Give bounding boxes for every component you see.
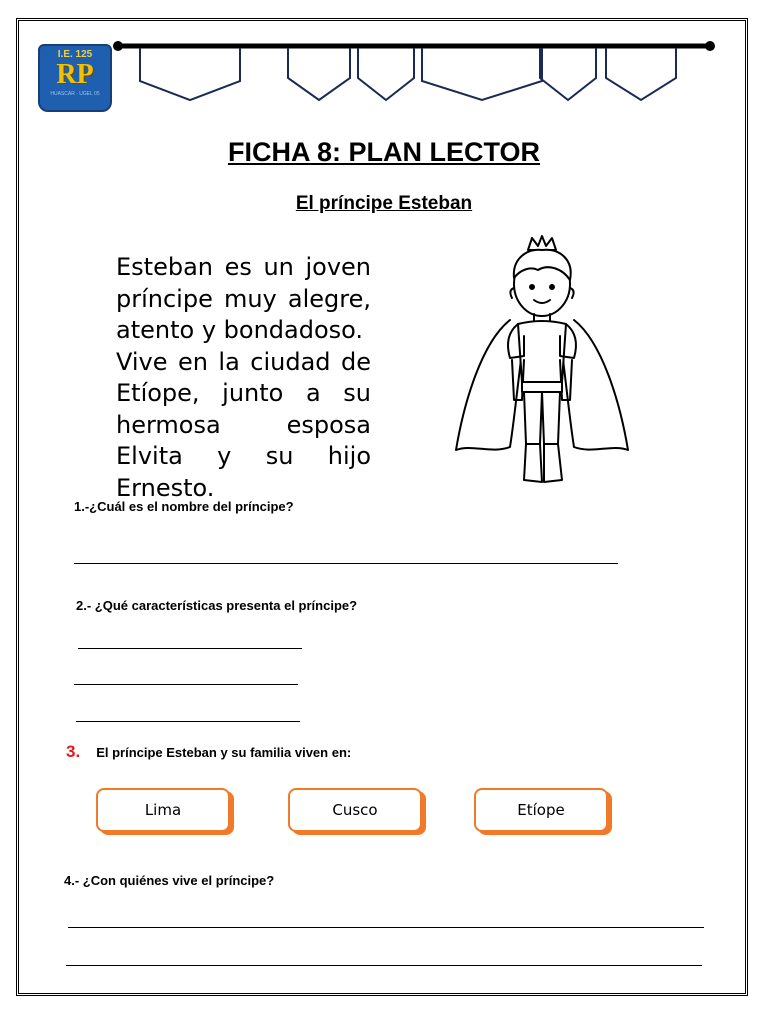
story-title: El príncipe Esteban — [295, 193, 473, 214]
logo-caption: HUASCAR · UGEL 05 — [50, 91, 100, 97]
answer-line-2b[interactable] — [74, 684, 298, 685]
story-paragraph-2: Vive en la ciudad de Etíope, junto a su hermosa esposa Elvita y su hijo Ernesto. — [116, 347, 371, 502]
worksheet-title: FICHA 8: PLAN LECTOR — [227, 137, 540, 167]
question-4: 4.- ¿Con quiénes vive el príncipe? — [64, 873, 275, 888]
answer-line-1[interactable] — [74, 563, 618, 564]
answer-line-4b[interactable] — [66, 965, 702, 966]
option-lima[interactable]: Lima — [96, 788, 230, 832]
question-3-text: El príncipe Esteban y su familia viven en: — [96, 745, 352, 760]
story-paragraph-1: Esteban es un joven príncipe muy alegre, atento y bondadoso. — [116, 253, 371, 344]
pennant-banner — [110, 36, 730, 108]
question-3-number: 3. — [66, 742, 81, 761]
answer-line-2c[interactable] — [76, 721, 300, 722]
answer-line-4a[interactable] — [68, 927, 704, 928]
story-text — [116, 252, 371, 504]
question-2: 2.- ¿Qué características presenta el príncipe? — [76, 598, 358, 613]
question-3 — [66, 742, 351, 762]
option-etiope[interactable]: Etíope — [474, 788, 608, 832]
option-cusco[interactable]: Cusco — [288, 788, 422, 832]
prince-illustration — [452, 232, 632, 492]
logo-school-number: I.E. 125 — [57, 49, 93, 60]
answer-line-2a[interactable] — [78, 648, 302, 649]
school-logo — [38, 44, 112, 112]
logo-initials: RP — [56, 59, 94, 90]
question-1: 1.-¿Cuál es el nombre del príncipe? — [74, 499, 294, 514]
